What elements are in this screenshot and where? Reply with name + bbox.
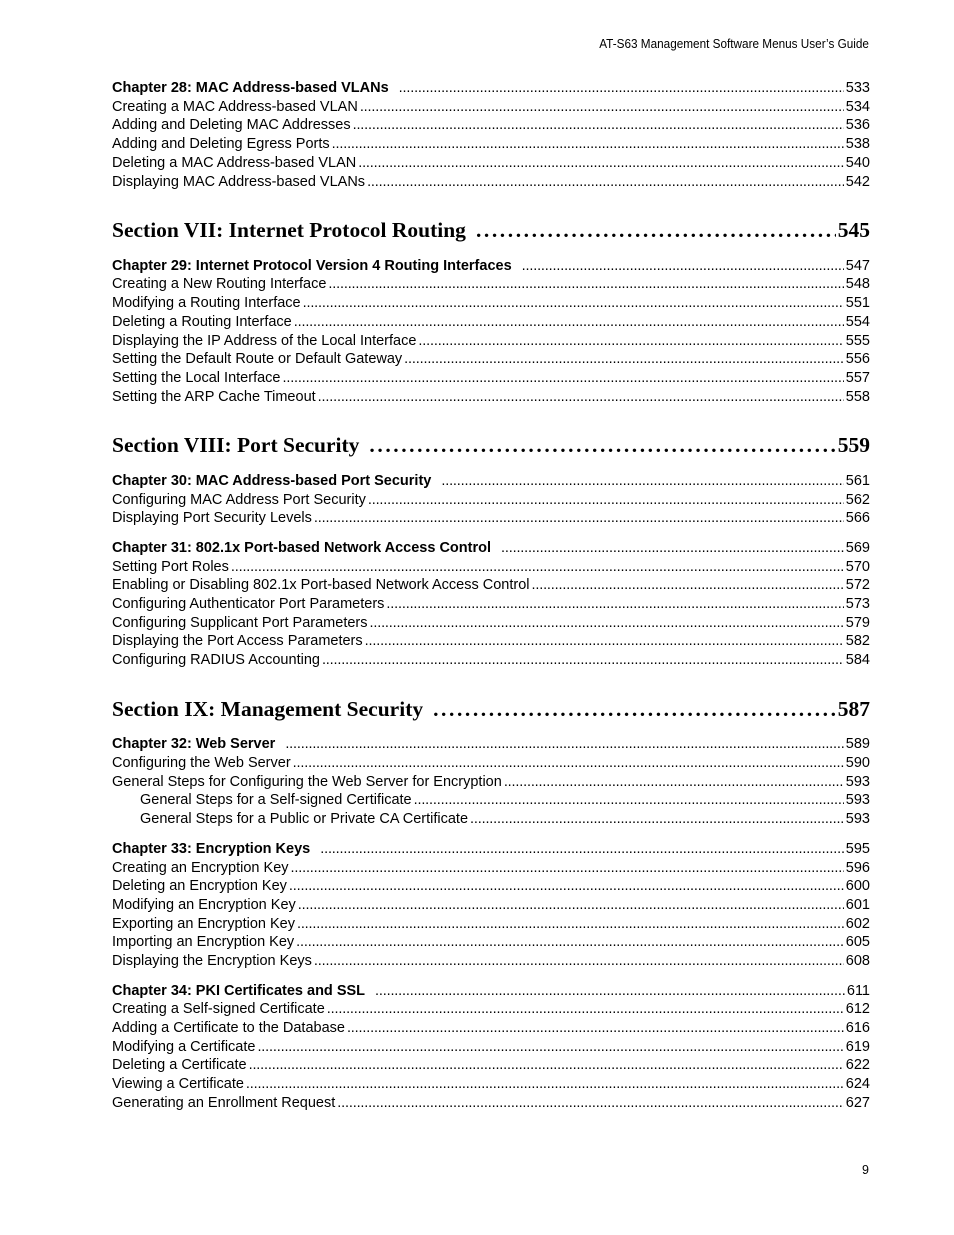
toc-page: 570 xyxy=(845,559,870,575)
toc-title: Modifying a Routing Interface xyxy=(112,295,301,311)
dot-leader xyxy=(320,840,844,858)
toc-title: Exporting an Encryption Key xyxy=(112,916,295,932)
dot-leader xyxy=(314,952,844,970)
toc-subentry[interactable] xyxy=(112,810,870,828)
toc-page: 572 xyxy=(845,577,870,593)
toc-page: 612 xyxy=(845,1001,870,1017)
toc-entry[interactable] xyxy=(112,952,870,970)
toc-chapter-30[interactable] xyxy=(112,472,870,490)
dot-leader xyxy=(296,933,844,951)
toc-entry[interactable] xyxy=(112,1000,870,1018)
toc-entry[interactable] xyxy=(112,754,870,772)
toc-title: Chapter 32: Web Server xyxy=(112,736,276,752)
toc-entry[interactable] xyxy=(112,173,870,191)
toc-title: Chapter 28: MAC Address-based VLANs xyxy=(112,80,389,96)
toc-entry[interactable] xyxy=(112,859,870,877)
toc-page: 616 xyxy=(845,1020,870,1036)
toc-entry[interactable] xyxy=(112,491,870,509)
toc-entry[interactable] xyxy=(112,915,870,933)
dot-leader xyxy=(433,696,836,722)
toc-title: Chapter 30: MAC Address-based Port Security xyxy=(112,473,432,489)
toc-section-9[interactable] xyxy=(112,696,870,722)
toc-page: 558 xyxy=(845,389,870,405)
toc-title: Adding and Deleting MAC Addresses xyxy=(112,117,351,133)
toc-title: Deleting an Encryption Key xyxy=(112,878,287,894)
dot-leader xyxy=(370,614,844,632)
dot-leader xyxy=(246,1075,844,1093)
dot-leader xyxy=(404,350,844,368)
toc-title: Section VII: Internet Protocol Routing xyxy=(112,218,466,242)
toc-page: 559 xyxy=(837,433,870,457)
toc-title: Setting Port Roles xyxy=(112,559,229,575)
toc-title: Configuring Supplicant Port Parameters xyxy=(112,615,368,631)
toc-page: 554 xyxy=(845,314,870,330)
toc-entry[interactable] xyxy=(112,1075,870,1093)
toc-page: 548 xyxy=(845,276,870,292)
dot-leader xyxy=(328,275,843,293)
toc-page: 555 xyxy=(845,333,870,349)
toc-page: 569 xyxy=(845,540,870,556)
toc-title: Modifying a Certificate xyxy=(112,1039,256,1055)
dot-leader xyxy=(414,791,844,809)
toc-page: 593 xyxy=(845,792,870,808)
toc-page: 573 xyxy=(845,596,870,612)
dot-leader xyxy=(441,472,843,490)
toc-page: 590 xyxy=(845,755,870,771)
toc-page: 538 xyxy=(845,136,870,152)
dot-leader xyxy=(322,651,844,669)
toc-page: 540 xyxy=(845,155,870,171)
toc-title: Chapter 29: Internet Protocol Version 4 Routing Interfaces xyxy=(112,258,512,274)
toc-page: 547 xyxy=(845,258,870,274)
toc-title: Configuring the Web Server xyxy=(112,755,291,771)
toc-entry[interactable] xyxy=(112,1056,870,1074)
toc-chapter-32[interactable] xyxy=(112,735,870,753)
toc-entry[interactable] xyxy=(112,773,870,791)
toc-page: 566 xyxy=(845,510,870,526)
toc-entry[interactable] xyxy=(112,116,870,134)
dot-leader xyxy=(285,735,843,753)
toc-title: Importing an Encryption Key xyxy=(112,934,295,950)
toc-chapter-34[interactable] xyxy=(112,982,870,1000)
toc-section-7[interactable] xyxy=(112,217,870,243)
toc-page: 551 xyxy=(845,295,870,311)
toc-entry[interactable] xyxy=(112,1038,870,1056)
dot-leader xyxy=(291,859,844,877)
toc-title: Chapter 31: 802.1x Port-based Network Access Control xyxy=(112,540,492,556)
toc-page: 556 xyxy=(845,351,870,367)
dot-leader xyxy=(353,116,844,134)
toc-page: 596 xyxy=(845,860,870,876)
dot-leader xyxy=(399,79,844,97)
dot-leader xyxy=(386,595,843,613)
toc-chapter-28[interactable] xyxy=(112,79,870,97)
dot-leader xyxy=(293,754,844,772)
toc-page: 533 xyxy=(845,80,870,96)
toc-entry[interactable] xyxy=(112,651,870,669)
dot-leader xyxy=(289,877,844,895)
toc-title: Generating an Enrollment Request xyxy=(112,1095,336,1111)
toc-title: Viewing a Certificate xyxy=(112,1076,244,1092)
toc-page: 534 xyxy=(845,99,870,115)
toc-entry[interactable] xyxy=(112,632,870,650)
toc-page: 624 xyxy=(845,1076,870,1092)
toc-title: Displaying MAC Address-based VLANs xyxy=(112,174,366,190)
toc-entry[interactable] xyxy=(112,558,870,576)
dot-leader xyxy=(367,173,844,191)
toc-title: Deleting a MAC Address-based VLAN xyxy=(112,155,357,171)
dot-leader xyxy=(347,1019,844,1037)
toc-page: 593 xyxy=(845,774,870,790)
toc-entry[interactable] xyxy=(112,595,870,613)
toc-title: Chapter 33: Encryption Keys xyxy=(112,841,311,857)
toc-page: 602 xyxy=(845,916,870,932)
toc-entry[interactable] xyxy=(112,294,870,312)
toc-page: 622 xyxy=(845,1057,870,1073)
dot-leader xyxy=(476,217,836,243)
toc-page: 587 xyxy=(837,697,870,721)
toc-entry[interactable] xyxy=(112,313,870,331)
toc-title: Creating an Encryption Key xyxy=(112,860,289,876)
toc-page: 536 xyxy=(845,117,870,133)
toc-entry[interactable] xyxy=(112,509,870,527)
dot-leader xyxy=(375,982,845,1000)
toc-page: 608 xyxy=(845,953,870,969)
page-number: 9 xyxy=(862,1163,869,1177)
toc-page: 589 xyxy=(845,736,870,752)
dot-leader xyxy=(501,539,844,557)
dot-leader xyxy=(303,294,844,312)
dot-leader xyxy=(418,332,843,350)
running-header: AT-S63 Management Software Menus User’s Guide xyxy=(599,37,869,51)
toc-title: Section VIII: Port Security xyxy=(112,433,360,457)
toc-title: Creating a Self-signed Certificate xyxy=(112,1001,325,1017)
dot-leader xyxy=(257,1038,843,1056)
toc-title: Configuring Authenticator Port Parameters xyxy=(112,596,385,612)
dot-leader xyxy=(368,491,844,509)
toc-entry[interactable] xyxy=(112,1094,870,1112)
toc-page: 611 xyxy=(846,983,870,999)
toc-page: 545 xyxy=(837,218,870,242)
toc-entry[interactable] xyxy=(112,98,870,116)
toc-entry[interactable] xyxy=(112,332,870,350)
toc-page: 561 xyxy=(845,473,870,489)
toc-page: 593 xyxy=(845,811,870,827)
toc-title: Chapter 34: PKI Certificates and SSL xyxy=(112,983,366,999)
dot-leader xyxy=(249,1056,844,1074)
toc-page: 557 xyxy=(845,370,870,386)
dot-leader xyxy=(294,313,844,331)
toc-entry[interactable] xyxy=(112,154,870,172)
toc-title: General Steps for Configuring the Web Server for Encryption xyxy=(112,774,502,790)
dot-leader xyxy=(360,98,844,116)
toc-title: Displaying Port Security Levels xyxy=(112,510,312,526)
dot-leader xyxy=(369,432,835,458)
toc-title: Setting the ARP Cache Timeout xyxy=(112,389,316,405)
toc-title: General Steps for a Public or Private CA Certificate xyxy=(140,811,469,827)
toc-title: Displaying the Port Access Parameters xyxy=(112,633,363,649)
toc-title: Displaying the IP Address of the Local Interface xyxy=(112,333,417,349)
toc-title: Deleting a Routing Interface xyxy=(112,314,292,330)
toc-entry[interactable] xyxy=(112,896,870,914)
dot-leader xyxy=(365,632,844,650)
toc-entry[interactable] xyxy=(112,388,870,406)
toc-title: Modifying an Encryption Key xyxy=(112,897,296,913)
toc-entry[interactable] xyxy=(112,933,870,951)
toc-title: Setting the Default Route or Default Gateway xyxy=(112,351,403,367)
dot-leader xyxy=(504,773,844,791)
toc-page: 562 xyxy=(845,492,870,508)
toc-title: Adding and Deleting Egress Ports xyxy=(112,136,330,152)
toc-title: Configuring RADIUS Accounting xyxy=(112,652,320,668)
toc-title: Creating a MAC Address-based VLAN xyxy=(112,99,358,115)
toc-title: Deleting a Certificate xyxy=(112,1057,247,1073)
toc-page: 582 xyxy=(845,633,870,649)
dot-leader xyxy=(358,154,844,172)
toc-page: 619 xyxy=(845,1039,870,1055)
toc-title: Section IX: Management Security xyxy=(112,697,424,721)
toc-entry[interactable] xyxy=(112,275,870,293)
dot-leader xyxy=(327,1000,844,1018)
toc-entry[interactable] xyxy=(112,614,870,632)
toc-title: Displaying the Encryption Keys xyxy=(112,953,312,969)
dot-leader xyxy=(522,257,844,275)
toc-title: Enabling or Disabling 802.1x Port-based Network Access Control xyxy=(112,577,530,593)
toc-page: 584 xyxy=(845,652,870,668)
toc-chapter-31[interactable] xyxy=(112,539,870,557)
toc-entry[interactable] xyxy=(112,1019,870,1037)
toc-chapter-29[interactable] xyxy=(112,257,870,275)
toc-entry[interactable] xyxy=(112,369,870,387)
toc-title: Setting the Local Interface xyxy=(112,370,281,386)
dot-leader xyxy=(532,576,844,594)
dot-leader xyxy=(318,388,844,406)
toc-title: Creating a New Routing Interface xyxy=(112,276,327,292)
toc-title: Configuring MAC Address Port Security xyxy=(112,492,366,508)
toc-page: 601 xyxy=(845,897,870,913)
toc-page: 579 xyxy=(845,615,870,631)
toc-entry[interactable] xyxy=(112,350,870,368)
toc-page: 595 xyxy=(845,841,870,857)
dot-leader xyxy=(231,558,844,576)
dot-leader xyxy=(332,135,844,153)
dot-leader xyxy=(282,369,843,387)
dot-leader xyxy=(314,509,844,527)
toc-page: 627 xyxy=(845,1095,870,1111)
toc-title: Adding a Certificate to the Database xyxy=(112,1020,345,1036)
dot-leader xyxy=(337,1094,844,1112)
dot-leader xyxy=(298,896,844,914)
toc-page: 542 xyxy=(845,174,870,190)
toc-entry[interactable] xyxy=(112,576,870,594)
toc-chapter-33[interactable] xyxy=(112,840,870,858)
toc-section-8[interactable] xyxy=(112,432,870,458)
dot-leader xyxy=(470,810,844,828)
toc-page: 600 xyxy=(845,878,870,894)
toc-page: 605 xyxy=(845,934,870,950)
dot-leader xyxy=(297,915,844,933)
toc-subentry[interactable] xyxy=(112,791,870,809)
toc-entry[interactable] xyxy=(112,135,870,153)
toc-entry[interactable] xyxy=(112,877,870,895)
toc-title: General Steps for a Self-signed Certificate xyxy=(140,792,412,808)
